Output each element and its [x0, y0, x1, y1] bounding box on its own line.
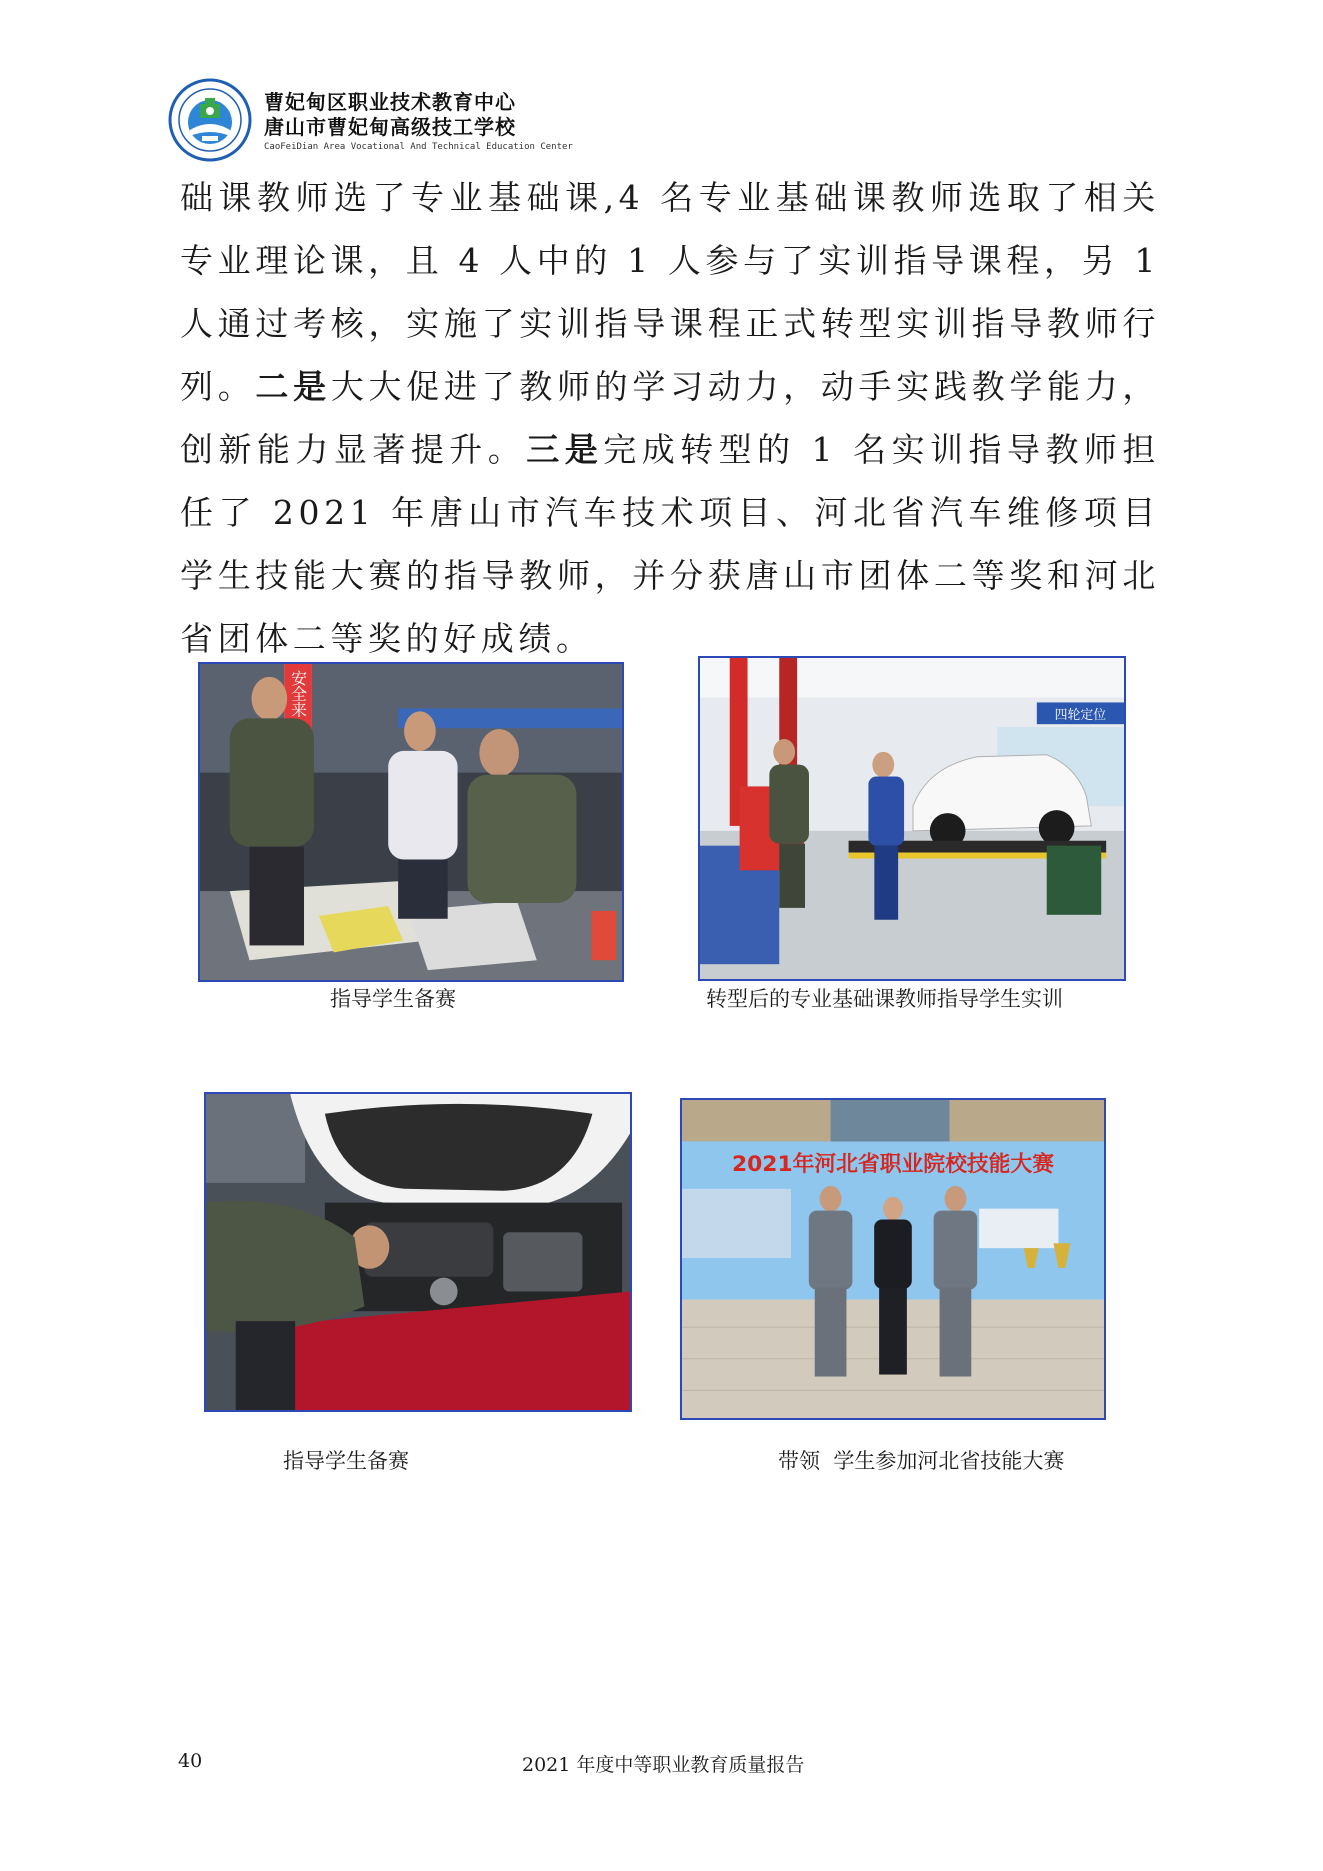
footer-report-title: 2021 年度中等职业教育质量报告 — [522, 1754, 805, 1776]
photo-wheel-alignment — [698, 656, 1126, 981]
body-text-e: 完成转型的 1 名实训指导教师担任了 2021 年唐山市汽车技术项目、河北省汽车维修项目学生技能大赛的指导教师，并分获唐山市团体二等奖和河北省团体二等奖的好成绩。 — [180, 430, 1161, 658]
school-name-en: CaoFeiDian Area Vocational And Technical Education Center — [264, 142, 573, 152]
body-text-c: 大大促进了教师的学习动力，动手实践教学能力，创新能力显著提升。 — [180, 367, 1161, 469]
photo-caption-3: 指导学生备赛 — [283, 1449, 409, 1473]
photo-competition-team — [680, 1098, 1106, 1420]
page-header — [168, 78, 588, 164]
body-emphasis-2: 二是 — [255, 367, 331, 406]
body-emphasis-3: 三是 — [526, 430, 604, 469]
photo1-sign-text: 安全来 — [288, 669, 308, 718]
school-name-block — [264, 90, 573, 154]
photo2-sign-text: 四轮定位 — [1054, 708, 1107, 724]
body-text-a: 础课教师选了专业基础课,4 名专业基础课教师选取了相关专业理论课，且 4 人中的 1 人参与了实训指导课程，另 1 人通过考核，实施了实训指导课程正式转型实训指导教师行列。 — [180, 178, 1160, 406]
page-number: 40 — [178, 1750, 203, 1772]
photo-students-preparing — [198, 662, 624, 982]
photo-caption-1: 指导学生备赛 — [330, 987, 456, 1011]
photo4-banner-title: 2021年河北省职业院校技能大赛 — [731, 1152, 1055, 1178]
body-paragraph — [180, 166, 1160, 670]
school-logo-icon — [168, 78, 252, 162]
school-name-cn-1: 曹妃甸区职业技术教育中心 — [264, 90, 516, 114]
school-name-cn-2: 唐山市曹妃甸高级技工学校 — [264, 115, 516, 139]
photo-engine-bay — [204, 1092, 632, 1412]
photo-caption-4: 带领 学生参加河北省技能大赛 — [778, 1449, 1065, 1473]
photo-caption-2: 转型后的专业基础课教师指导学生实训 — [706, 987, 1063, 1011]
